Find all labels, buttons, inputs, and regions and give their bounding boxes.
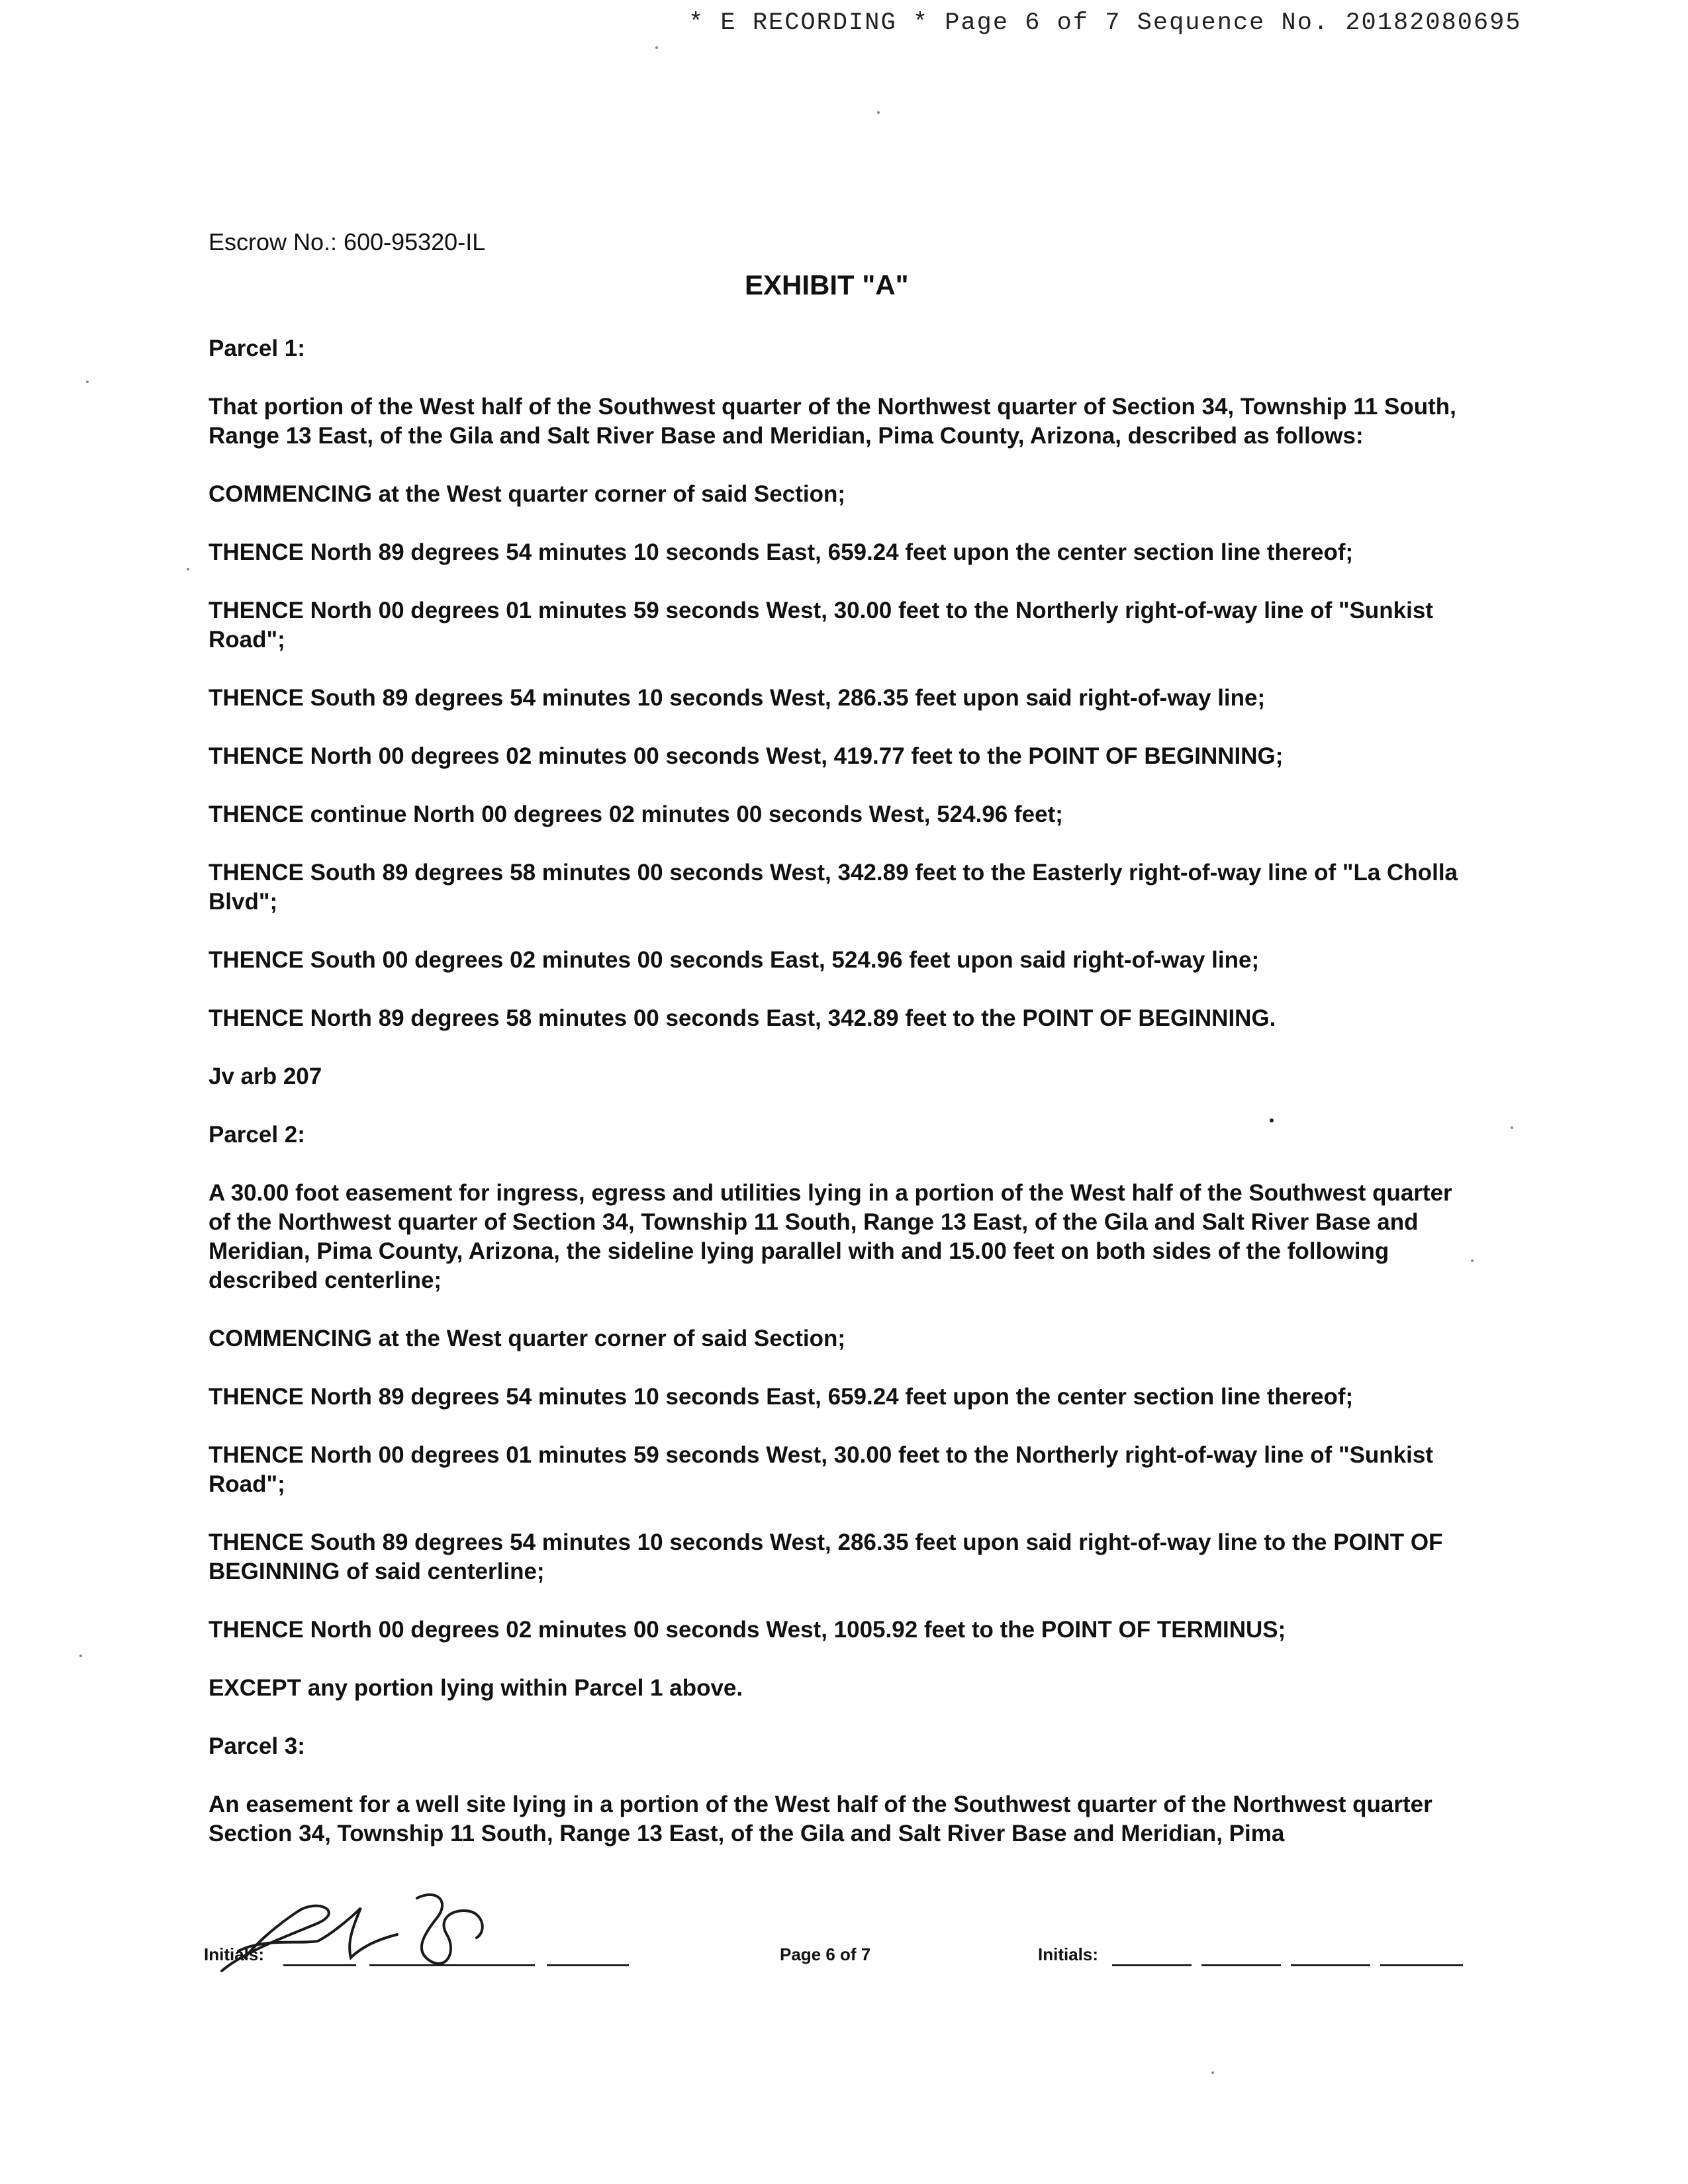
- paragraph: THENCE South 89 degrees 54 minutes 10 seconds West, 286.35 feet upon said right-of-way line to the POINT OF BEGINNING of said centerline;: [209, 1529, 1443, 1584]
- parcel-3-heading: Parcel 3:: [209, 1733, 305, 1759]
- paragraph: THENCE South 89 degrees 58 minutes 00 seconds West, 342.89 feet to the Easterly right-of-way line of "La Cholla Blvd";: [209, 860, 1458, 915]
- initials-left-label: Initials:: [204, 1944, 265, 1964]
- paragraph: THENCE North 00 degrees 01 minutes 59 seconds West, 30.00 feet to the Northerly right-of-way line of "Sunkist Road";: [209, 598, 1433, 653]
- initials-blank: [1201, 1964, 1281, 1966]
- scan-speck: [187, 568, 189, 570]
- scan-speck: [79, 1655, 82, 1657]
- paragraph: THENCE North 00 degrees 02 minutes 00 seconds West, 419.77 feet to the POINT OF BEGINNING;: [209, 743, 1284, 769]
- paragraph: EXCEPT any portion lying within Parcel 1 above.: [209, 1675, 743, 1701]
- scan-speck: [1471, 1259, 1474, 1262]
- exhibit-title: EXHIBIT "A": [745, 269, 909, 300]
- page-number: Page 6 of 7: [780, 1944, 871, 1964]
- initials-blank: [1291, 1964, 1370, 1966]
- scan-speck: [1270, 1118, 1274, 1122]
- escrow-number: Escrow No.: 600-95320-IL: [209, 228, 486, 255]
- paragraph: THENCE continue North 00 degrees 02 minutes 00 seconds West, 524.96 feet;: [209, 801, 1063, 827]
- initials-right-label: Initials:: [1038, 1944, 1099, 1964]
- paragraph: An easement for a well site lying in a portion of the West half of the Southwest quarter of the Northwest quarter Section 34, Township 11 South, Range 13 East, of the Gila and Salt River Base and Meridian, Pima: [209, 1792, 1432, 1846]
- scan-speck: [86, 381, 89, 383]
- scan-speck: [877, 111, 880, 114]
- note: Jv arb 207: [209, 1064, 322, 1089]
- paragraph: THENCE South 00 degrees 02 minutes 00 seconds East, 524.96 feet upon said right-of-way line;: [209, 947, 1260, 973]
- paragraph: THENCE North 89 degrees 54 minutes 10 seconds East, 659.24 feet upon the center section line thereof;: [209, 539, 1354, 565]
- initials-blank: [547, 1964, 629, 1966]
- paragraph: COMMENCING at the West quarter corner of said Section;: [209, 481, 845, 507]
- paragraph: A 30.00 foot easement for ingress, egress and utilities lying in a portion of the West half of the Southwest quarter of the Northwest quarter of Section 34, Township 11 South, Range 13 East, of the Gila and Salt River Base and Meridian, Pima County, Arizona, the sideline lying parallel with and 15.00 feet on both sides of the following described centerline;: [209, 1180, 1452, 1293]
- paragraph: THENCE North 89 degrees 58 minutes 00 seconds East, 342.89 feet to the POINT OF BEGINNING.: [209, 1005, 1276, 1031]
- recording-header: * E RECORDING * Page 6 of 7 Sequence No. 20182080695: [688, 9, 1522, 37]
- initials-blank: [1112, 1964, 1192, 1966]
- paragraph: THENCE North 00 degrees 02 minutes 00 seconds West, 1005.92 feet to the POINT OF TERMINUS;: [209, 1617, 1286, 1643]
- scan-speck: [1211, 2071, 1214, 2074]
- initials-blank: [1380, 1964, 1463, 1966]
- paragraph: COMMENCING at the West quarter corner of said Section;: [209, 1326, 845, 1351]
- scan-speck: [655, 46, 658, 49]
- paragraph: THENCE North 00 degrees 01 minutes 59 seconds West, 30.00 feet to the Northerly right-of-way line of "Sunkist Road";: [209, 1442, 1433, 1497]
- paragraph: THENCE South 89 degrees 54 minutes 10 seconds West, 286.35 feet upon said right-of-way line;: [209, 685, 1266, 711]
- legal-description: [209, 334, 1479, 1878]
- parcel-2-heading: Parcel 2:: [209, 1122, 305, 1148]
- paragraph: That portion of the West half of the Southwest quarter of the Northwest quarter of Section 34, Township 11 South, Range 13 East, of the Gila and Salt River Base and Meridian, Pima County, Arizona, described as follows:: [209, 394, 1456, 449]
- handwritten-initials-signature: [218, 1872, 510, 1978]
- paragraph: THENCE North 89 degrees 54 minutes 10 seconds East, 659.24 feet upon the center section line thereof;: [209, 1384, 1354, 1410]
- scan-speck: [1511, 1126, 1513, 1129]
- parcel-1-heading: Parcel 1:: [209, 336, 305, 361]
